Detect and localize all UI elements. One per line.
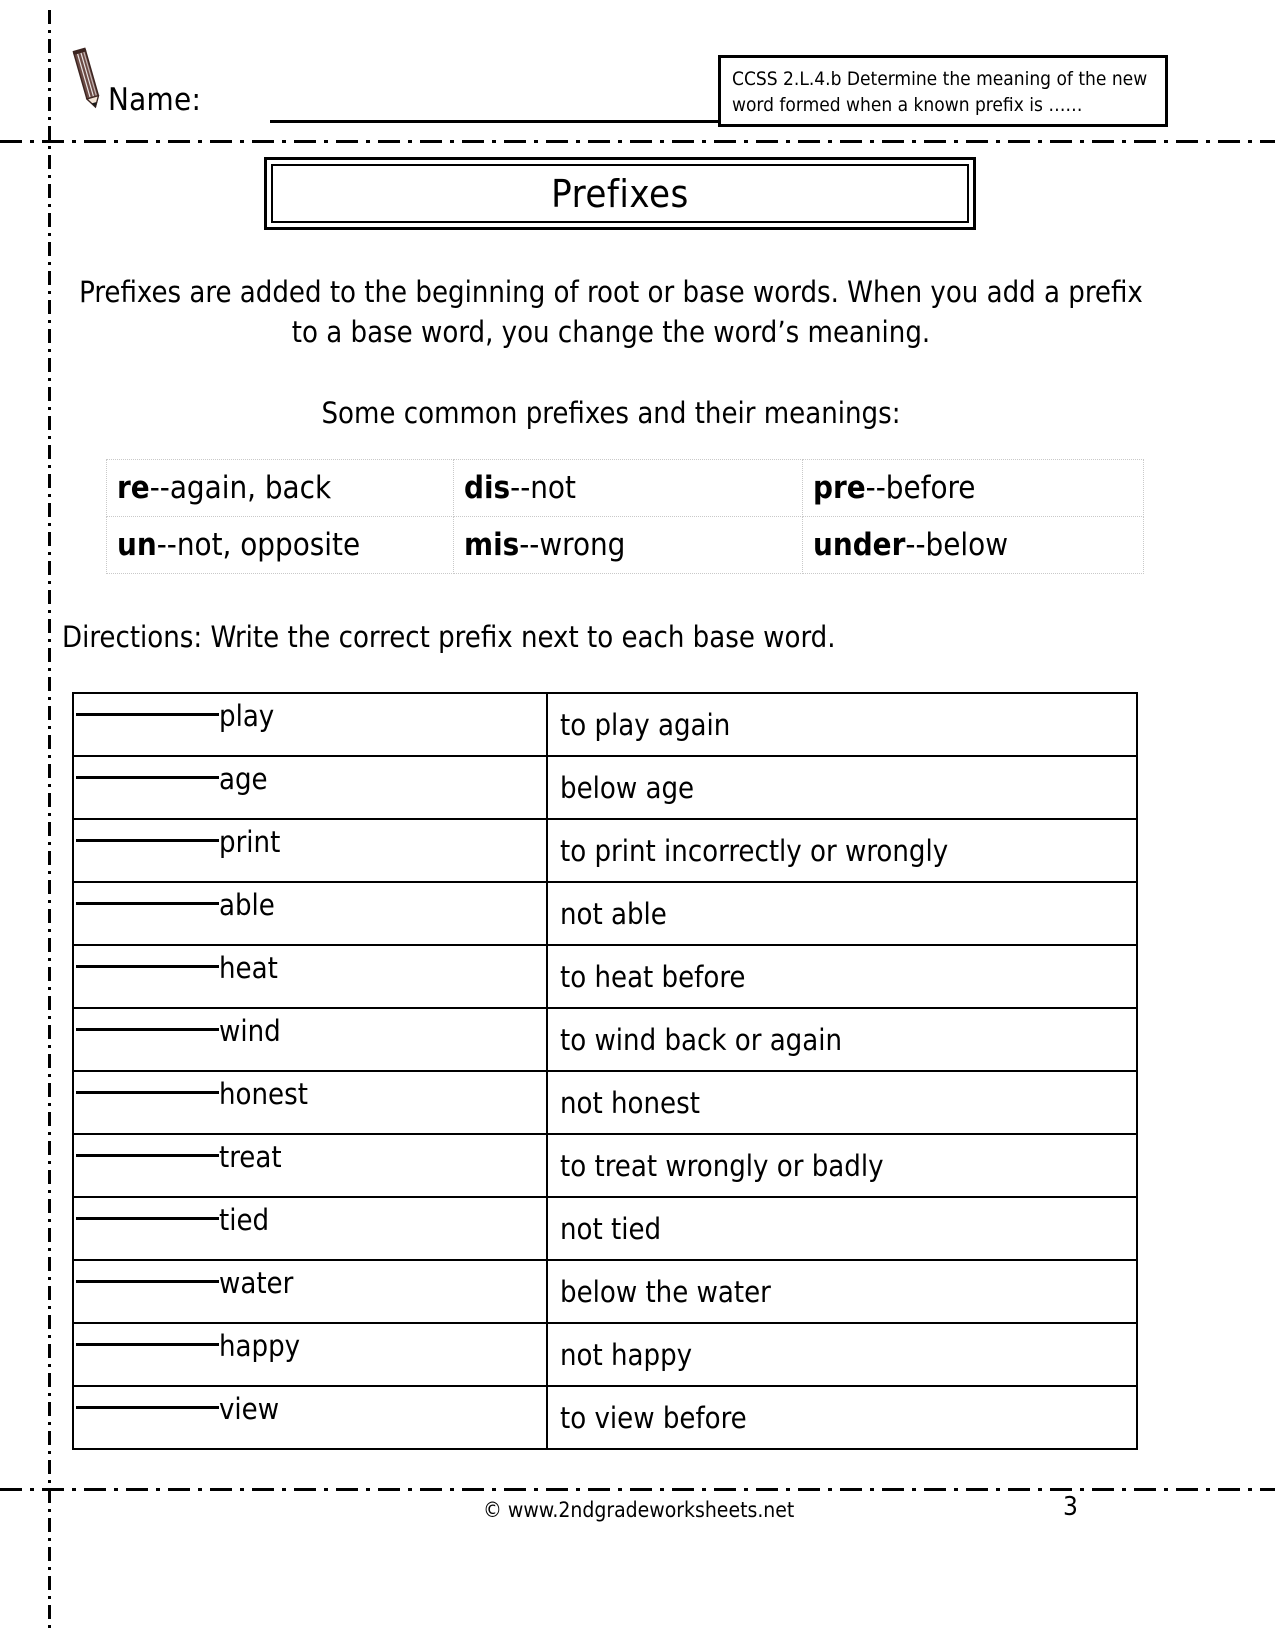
prefix-answer-blank[interactable]: [76, 776, 219, 779]
table-row: [73, 1071, 1137, 1134]
prefix-answer-blank[interactable]: [76, 965, 219, 968]
prefix-name: dis: [464, 470, 511, 506]
base-word-label: tied: [219, 1203, 270, 1237]
title-box-inner-border: [271, 164, 969, 223]
base-word-cell: [73, 693, 547, 756]
prefix-cell: [454, 460, 803, 517]
intro-paragraph: Prefixes are added to the beginning of root or base words. When you add a prefix to a base word, you change the word’s meaning.: [79, 275, 1143, 350]
prefix-answer-blank[interactable]: [76, 1154, 219, 1157]
name-input-line[interactable]: [270, 120, 746, 123]
prefix-meaning: --wrong: [519, 527, 626, 563]
definition-cell: to print incorrectly or wrongly: [547, 819, 1137, 882]
base-word-cell: [73, 1323, 547, 1386]
prefix-meaning: --again, back: [149, 470, 332, 506]
bottom-divider-guide: [0, 1488, 1275, 1491]
base-word-label: wind: [219, 1014, 281, 1048]
base-word-cell: [73, 1134, 547, 1197]
prefix-cell: [803, 517, 1144, 574]
exercise-table: [72, 692, 1138, 1450]
blank-cell-wrapper: [74, 1387, 546, 1448]
prefix-name: un: [117, 527, 157, 563]
page-title: Prefixes: [551, 171, 689, 216]
base-word-cell: [73, 1197, 547, 1260]
definition-cell: to heat before: [547, 945, 1137, 1008]
table-row: [73, 756, 1137, 819]
blank-cell-wrapper: [74, 757, 546, 818]
base-word-cell: [73, 882, 547, 945]
prefix-list-subheading: Some common prefixes and their meanings:: [321, 396, 901, 430]
prefix-answer-blank[interactable]: [76, 1406, 219, 1409]
prefix-answer-blank[interactable]: [76, 1280, 219, 1283]
base-word-label: print: [219, 825, 281, 859]
definition-cell: below the water: [547, 1260, 1137, 1323]
prefix-meaning: --not: [510, 470, 576, 506]
base-word-cell: [73, 1008, 547, 1071]
prefix-answer-blank[interactable]: [76, 713, 219, 716]
base-word-cell: [73, 1071, 547, 1134]
definition-cell: to view before: [547, 1386, 1137, 1449]
definition-cell: not happy: [547, 1323, 1137, 1386]
prefix-meaning: --before: [865, 470, 976, 506]
prefix-name: re: [117, 470, 150, 506]
table-row: [73, 1260, 1137, 1323]
base-word-label: able: [219, 888, 275, 922]
prefix-name: pre: [813, 470, 866, 506]
left-margin-guide: [48, 10, 51, 1630]
prefix-cell: [107, 460, 454, 517]
prefix-cell: [803, 460, 1144, 517]
definition-cell: to treat wrongly or badly: [547, 1134, 1137, 1197]
footer-copyright: © www.2ndgradeworksheets.net: [483, 1498, 795, 1522]
prefix-cell: [454, 517, 803, 574]
definition-cell: not able: [547, 882, 1137, 945]
base-word-cell: [73, 1260, 547, 1323]
blank-cell-wrapper: [74, 1261, 546, 1322]
definition-cell: to wind back or again: [547, 1008, 1137, 1071]
directions-text: Directions: Write the correct prefix next to each base word.: [62, 620, 836, 654]
base-word-label: view: [219, 1392, 280, 1426]
base-word-cell: [73, 945, 547, 1008]
base-word-label: age: [219, 762, 268, 796]
base-word-label: water: [219, 1266, 294, 1300]
prefix-answer-blank[interactable]: [76, 839, 219, 842]
blank-cell-wrapper: [74, 1009, 546, 1070]
blank-cell-wrapper: [74, 1198, 546, 1259]
prefix-name: mis: [464, 527, 520, 563]
prefix-answer-blank[interactable]: [76, 1217, 219, 1220]
table-row: [73, 1386, 1137, 1449]
base-word-label: happy: [219, 1329, 301, 1363]
name-row: [68, 46, 708, 132]
prefix-answer-blank[interactable]: [76, 1028, 219, 1031]
blank-cell-wrapper: [74, 1135, 546, 1196]
base-word-cell: [73, 819, 547, 882]
page-number: 3: [1063, 1492, 1078, 1522]
definition-cell: below age: [547, 756, 1137, 819]
prefix-name: under: [813, 527, 906, 563]
prefix-answer-blank[interactable]: [76, 1343, 219, 1346]
definition-cell: to play again: [547, 693, 1137, 756]
blank-cell-wrapper: [74, 820, 546, 881]
base-word-cell: [73, 756, 547, 819]
base-word-label: play: [219, 699, 275, 733]
blank-cell-wrapper: [74, 946, 546, 1007]
table-row: [73, 693, 1137, 756]
table-row: [73, 1008, 1137, 1071]
prefix-answer-blank[interactable]: [76, 1091, 219, 1094]
pencil-icon: [68, 46, 108, 116]
prefix-meanings-table: [106, 459, 1144, 574]
table-row: [73, 882, 1137, 945]
ccss-standard-box: CCSS 2.L.4.b Determine the meaning of the new word formed when a known prefix is ……: [718, 55, 1168, 127]
table-row: [73, 1197, 1137, 1260]
prefix-meaning: --not, opposite: [156, 527, 361, 563]
base-word-label: treat: [219, 1140, 282, 1174]
definition-cell: not honest: [547, 1071, 1137, 1134]
blank-cell-wrapper: [74, 694, 546, 755]
name-label: Name:: [108, 82, 202, 118]
top-divider-guide: [0, 140, 1275, 143]
base-word-label: heat: [219, 951, 278, 985]
prefix-answer-blank[interactable]: [76, 902, 219, 905]
table-row: [73, 1134, 1137, 1197]
table-row: [73, 945, 1137, 1008]
blank-cell-wrapper: [74, 883, 546, 944]
prefix-row: [107, 517, 1144, 574]
definition-cell: not tied: [547, 1197, 1137, 1260]
table-row: [73, 1323, 1137, 1386]
table-row: [73, 819, 1137, 882]
title-box: [264, 157, 976, 230]
base-word-cell: [73, 1386, 547, 1449]
prefix-cell: [107, 517, 454, 574]
prefix-meaning: --below: [905, 527, 1009, 563]
blank-cell-wrapper: [74, 1324, 546, 1385]
prefix-row: [107, 460, 1144, 517]
base-word-label: honest: [219, 1077, 308, 1111]
blank-cell-wrapper: [74, 1072, 546, 1133]
